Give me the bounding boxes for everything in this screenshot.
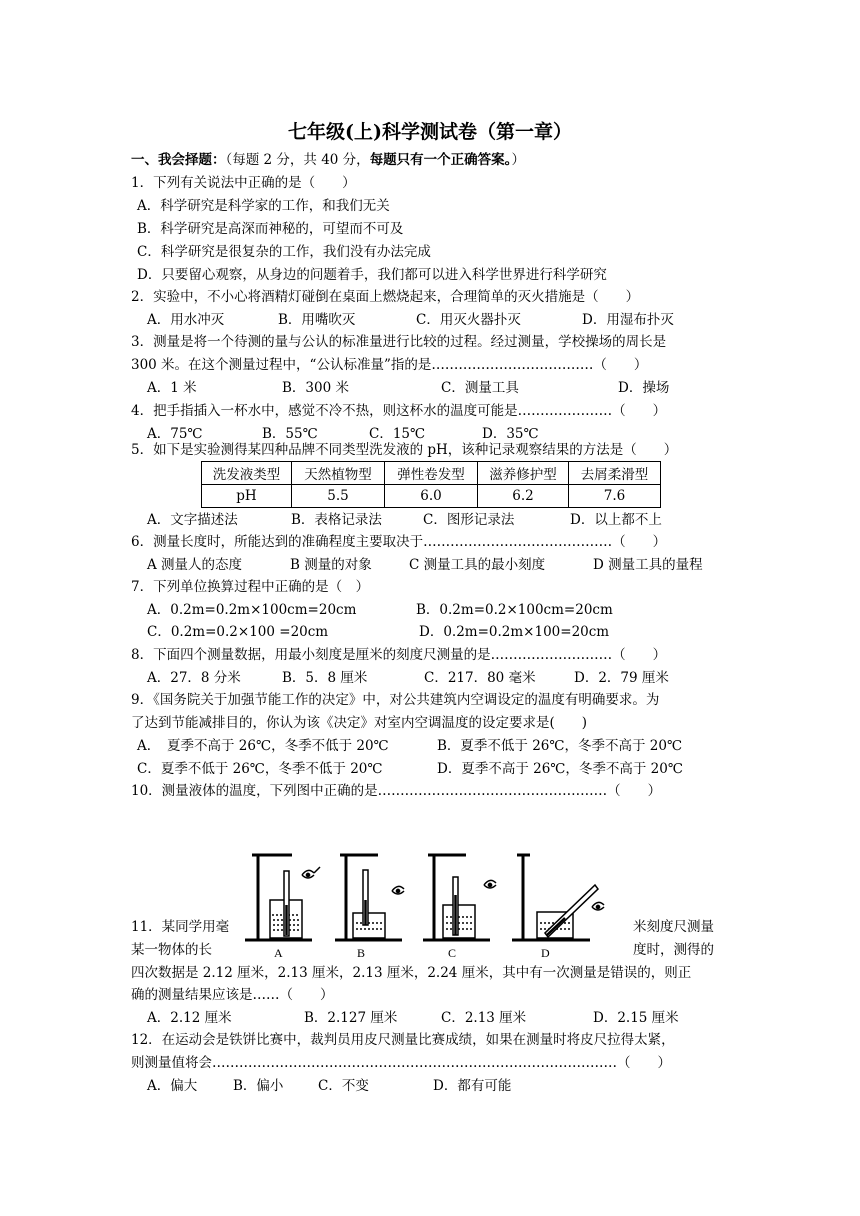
setup-c-drawing xyxy=(423,855,496,940)
q1-option-b: B．科学研究是高深而神秘的，可望而不可及 xyxy=(137,221,404,237)
q9-option-b: B．夏季不低于 26℃，冬季不高于 20℃ xyxy=(437,738,683,754)
table-cell: 6.2 xyxy=(478,485,569,508)
q2-option-a: A．用水冲灭 xyxy=(147,312,225,328)
table-cell: 7.6 xyxy=(569,485,661,508)
section-note-end: ） xyxy=(511,152,525,168)
fig-label-c: C xyxy=(448,946,457,960)
q7-option-c: C．0.2m=0.2×100 =20cm xyxy=(147,624,329,640)
q6-option-a: A 测量人的态度 xyxy=(147,557,243,573)
q9-option-d: D．夏季不高于 26℃，冬季不高于 20℃ xyxy=(437,761,683,777)
q3-option-a: A．1 米 xyxy=(147,380,197,396)
q12-option-d: D．都有可能 xyxy=(433,1078,512,1094)
table-header-cell: 天然植物型 xyxy=(292,462,385,485)
setup-b-drawing xyxy=(335,855,404,940)
q6-option-c: C 测量工具的最小刻度 xyxy=(409,557,546,573)
fig-label-d: D xyxy=(541,946,550,960)
q1-option-d: D．只要留心观察，从身边的问题着手，我们都可以进入科学世界进行科学研究 xyxy=(137,267,607,283)
table-row xyxy=(202,485,661,508)
q9-option-a: A． 夏季不高于 26℃，冬季不低于 20℃ xyxy=(137,738,389,754)
q7-option-d: D．0.2m=0.2m×100=20cm xyxy=(419,624,610,640)
section-label: 一、我会择题： xyxy=(131,152,226,168)
q11-line1-left: 11．某同学用毫 xyxy=(131,919,230,935)
q1-option-a: A．科学研究是科学家的工作，和我们无关 xyxy=(137,198,390,214)
q4-stem: 4．把手指插入一杯水中，感觉不冷不热，则这杯水的温度可能是…………………（ ） xyxy=(131,403,667,419)
table-header-cell: 去屑柔滑型 xyxy=(569,462,661,485)
q3-option-c: C．测量工具 xyxy=(441,380,519,396)
q12-stem-line2: 则测量值将会………………………………………………………………………………（ ） xyxy=(131,1055,671,1071)
q3-option-b: B．300 米 xyxy=(282,380,349,396)
setup-a-drawing xyxy=(245,855,320,940)
table-header-cell: 洗发液类型 xyxy=(202,462,292,485)
q4-option-b: B．55℃ xyxy=(262,426,318,442)
q2-option-d: D．用湿布扑灭 xyxy=(582,312,674,328)
q9-option-c: C．夏季不低于 26℃，冬季不低于 20℃ xyxy=(137,761,383,777)
setup-d-drawing xyxy=(512,855,604,940)
q11-option-b: B．2.127 厘米 xyxy=(304,1010,398,1026)
q8-option-a: A．27．8 分米 xyxy=(147,670,241,686)
q11-line2-right: 度时，测得的 xyxy=(633,942,714,958)
q5-stem: 5．如下是实验测得某四种品牌不同类型洗发液的 pH，该种记录观察结果的方法是（ ） xyxy=(131,442,678,458)
q8-option-d: D．2．79 厘米 xyxy=(574,670,669,686)
q3-option-d: D．操场 xyxy=(618,380,670,396)
q9-stem-line2: 了达到节能减排目的，你认为该《决定》对室内空调温度的设定要求是( ) xyxy=(131,715,588,731)
q11-line2-left: 某一物体的长 xyxy=(131,942,212,958)
q12-stem-line1: 12．在运动会是铁饼比赛中，裁判员用皮尺测量比赛成绩，如果在测量时将皮尺拉得太紧， xyxy=(131,1032,675,1048)
q5-option-a: A．文字描述法 xyxy=(147,512,238,528)
q6-stem: 6．测量长度时，所能达到的准确程度主要取决于……………………………………（ ） xyxy=(131,534,667,550)
q11-option-d: D．2.15 厘米 xyxy=(593,1010,679,1026)
q5-option-c: C．图形记录法 xyxy=(423,512,515,528)
q2-option-c: C．用灭火器扑灭 xyxy=(416,312,521,328)
fig-label-b: B xyxy=(357,946,366,960)
q1-stem: 1．下列有关说法中正确的是（ ） xyxy=(131,175,356,191)
q5-option-b: B．表格记录法 xyxy=(291,512,382,528)
q1-option-c: C．科学研究是很复杂的工作，我们没有办法完成 xyxy=(137,244,431,260)
q7-option-b: B．0.2m=0.2×100cm=20cm xyxy=(416,602,613,618)
q3-stem-line2: 300 米。在这个测量过程中，“公认标准量”指的是………………………………（ ） xyxy=(131,357,648,373)
q12-option-b: B．偏小 xyxy=(233,1078,284,1094)
q11-line4: 确的测量结果应该是……（ ） xyxy=(131,987,334,1003)
page-title: 七年级(上)科学测试卷（第一章） xyxy=(288,121,572,143)
q7-option-a: A．0.2m=0.2m×100cm=20cm xyxy=(147,602,357,618)
q10-stem: 10．测量液体的温度，下列图中正确的是……………………………………………（ ） xyxy=(131,783,662,799)
q4-option-c: C．15℃ xyxy=(369,426,426,442)
q2-option-b: B．用嘴吹灭 xyxy=(278,312,356,328)
thermometer-figure xyxy=(240,845,615,966)
q4-option-a: A．75℃ xyxy=(147,426,203,442)
q8-option-c: C．217．80 毫米 xyxy=(424,670,536,686)
table-cell: 5.5 xyxy=(292,485,385,508)
q11-line3: 四次数据是 2.12 厘米，2.13 厘米，2.13 厘米，2.24 厘米，其中有一次测量是错误的，则正 xyxy=(131,965,692,981)
table-cell: 6.0 xyxy=(385,485,478,508)
q5-option-d: D．以上都不上 xyxy=(570,512,662,528)
table-header-row xyxy=(202,462,661,485)
q11-option-a: A．2.12 厘米 xyxy=(147,1010,232,1026)
ph-table xyxy=(201,461,661,508)
section-note: （每题 2 分，共 40 分， xyxy=(225,152,370,168)
q6-option-d: D 测量工具的量程 xyxy=(593,557,703,573)
q12-option-c: C．不变 xyxy=(318,1078,369,1094)
table-cell: pH xyxy=(202,485,292,508)
q7-stem: 7．下列单位换算过程中正确的是（ ） xyxy=(131,579,370,595)
table-header-cell: 滋养修护型 xyxy=(478,462,569,485)
q2-stem: 2．实验中，不小心将酒精灯碰倒在桌面上燃烧起来，合理简单的灭火措施是（ ） xyxy=(131,289,640,305)
q8-option-b: B．5．8 厘米 xyxy=(282,670,368,686)
table-header-cell: 弹性卷发型 xyxy=(385,462,478,485)
q6-option-b: B 测量的对象 xyxy=(290,557,372,573)
q11-line1-right: 米刻度尺测量 xyxy=(633,919,714,935)
q11-option-c: C．2.13 厘米 xyxy=(441,1010,527,1026)
q12-option-a: A．偏大 xyxy=(147,1078,198,1094)
fig-label-a: A xyxy=(274,946,283,960)
q9-stem-line1: 9．《国务院关于加强节能工作的决定》中，对公共建筑内空调设定的温度有明确要求。为 xyxy=(131,692,660,708)
section-note-bold: 每题只有一个正确答案。 xyxy=(369,152,512,168)
q3-stem-line1: 3．测量是将一个待测的量与公认的标准量进行比较的过程。经过测量，学校操场的周长是 xyxy=(131,334,667,350)
section-heading xyxy=(131,150,525,170)
q8-stem: 8．下面四个测量数据，用最小刻度是厘米的刻度尺测量的是………………………（ ） xyxy=(131,647,667,663)
q4-option-d: D．35℃ xyxy=(482,426,539,442)
